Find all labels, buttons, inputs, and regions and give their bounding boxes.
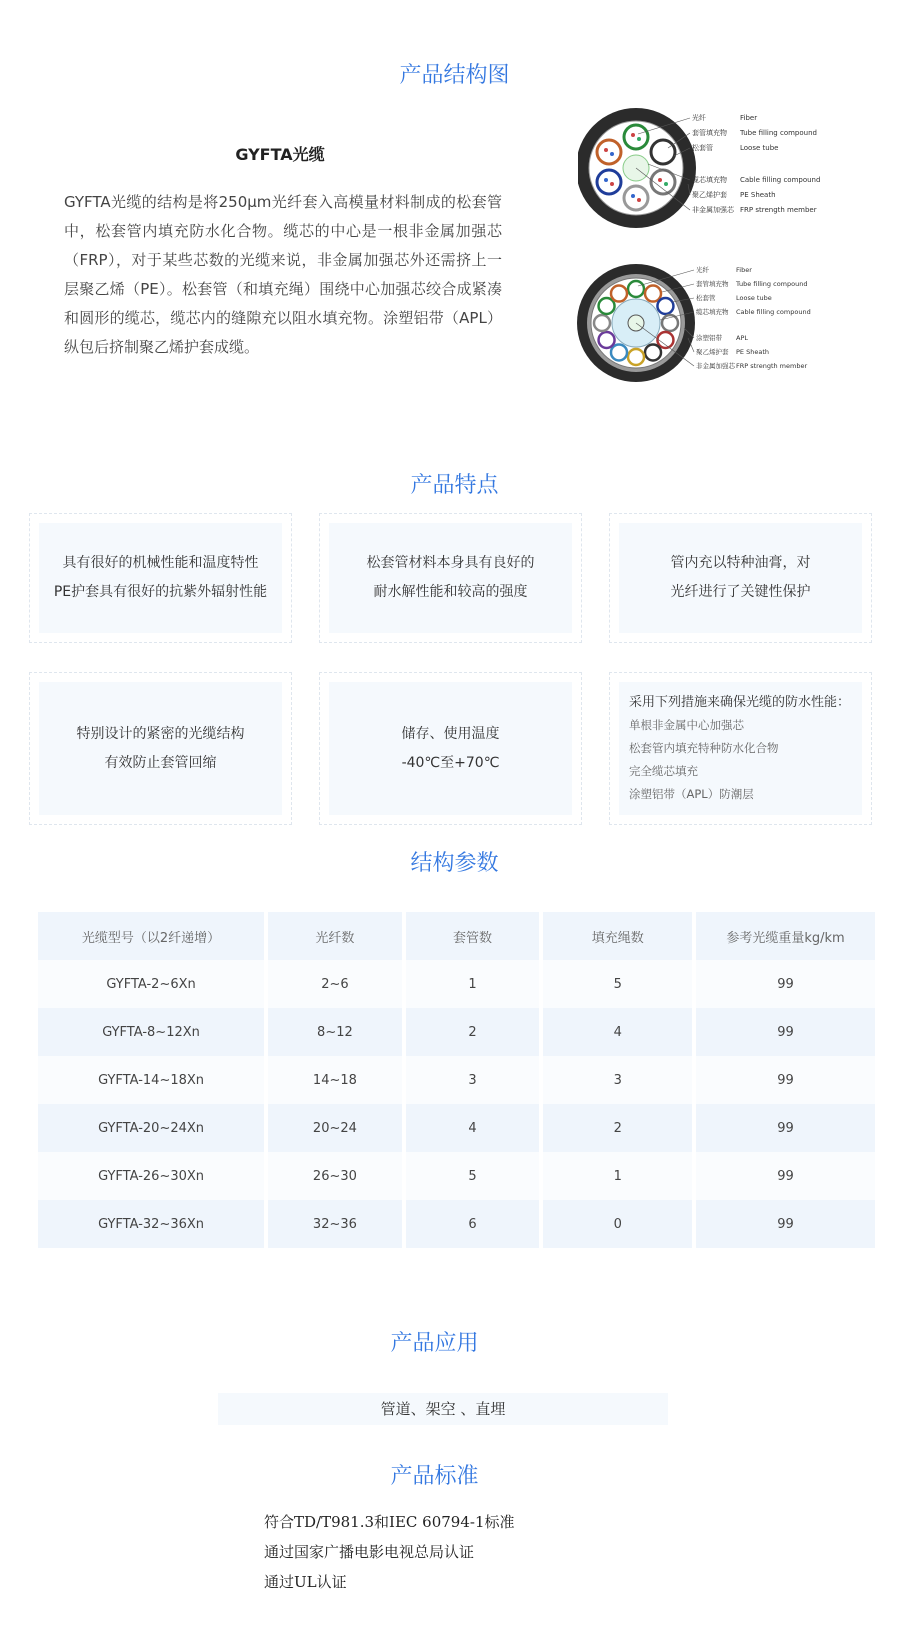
standard-item: 符合TD/T981.3和IEC 60794-1标准 [264, 1513, 515, 1531]
table-cell: 99 [696, 1008, 875, 1056]
loose-tube [611, 344, 627, 360]
table-cell: GYFTA-2~6Xn [38, 960, 264, 1008]
table-cell: GYFTA-26~30Xn [38, 1152, 264, 1200]
diagram-label-en: Tube filling compound [736, 280, 808, 288]
params-table [34, 912, 879, 1248]
waterproof-item: 单根非金属中心加强芯 [629, 718, 744, 732]
feature-card-waterproof [609, 672, 872, 825]
standards-title: 产品标准 [390, 1464, 479, 1489]
standards-list [264, 1507, 514, 1597]
diagram-label-cn: 涂塑铝带 [696, 334, 722, 342]
table-cell: 2 [543, 1104, 692, 1152]
table-cell: 99 [696, 960, 875, 1008]
diagram-label-en: Cable filling compound [736, 308, 811, 316]
waterproof-item: 涂塑铝带（APL）防潮层 [629, 787, 754, 801]
table-row [38, 1152, 875, 1200]
diagram-label-en: FRP strength member [740, 206, 817, 214]
table-cell: 3 [543, 1056, 692, 1104]
table-cell: 20~24 [268, 1104, 402, 1152]
diagram-label-en: PE Sheath [740, 191, 776, 199]
table-cell: 99 [696, 1104, 875, 1152]
table-header-row [38, 912, 875, 960]
feature-line: 有效防止套管回缩 [104, 754, 217, 771]
feature-line: -40℃至+70℃ [401, 754, 500, 771]
diagram-label-en: Loose tube [736, 294, 772, 302]
cable-name: GYFTA光缆 [235, 145, 325, 164]
diagram-label-en: Loose tube [740, 144, 779, 152]
loose-tube [599, 332, 615, 348]
table-cell: 99 [696, 1056, 875, 1104]
feature-card-4 [29, 672, 292, 825]
diagram-label-cn: 套管填充物 [696, 280, 729, 288]
cable-cross-section-diagram-1 [578, 104, 848, 232]
standard-item: 通过国家广播电影电视总局认证 [264, 1543, 475, 1561]
diagram-label-cn: 光纤 [696, 266, 709, 274]
table-cell: 8~12 [268, 1008, 402, 1056]
feature-line: 管内充以特种油膏，对 [670, 555, 811, 571]
table-cell: 4 [543, 1008, 692, 1056]
feature-card-1 [29, 513, 292, 643]
diagram-label-cn: 松套管 [692, 144, 713, 152]
diagram-label-cn: 聚乙烯护套 [696, 348, 729, 356]
diagram-label-cn: 缆芯填充物 [692, 176, 727, 184]
table-cell: 99 [696, 1152, 875, 1200]
feature-card-5 [319, 672, 582, 825]
waterproof-item: 完全缆芯填充 [629, 764, 698, 778]
loose-tube [657, 332, 673, 348]
diagram-label-cn: 光纤 [692, 114, 706, 122]
table-cell: 0 [543, 1200, 692, 1248]
diagram-label-en: APL [736, 334, 748, 342]
table-header: 参考光缆重量kg/km [696, 912, 875, 960]
table-row [38, 1056, 875, 1104]
structure-description: GYFTA光缆的结构是将250μm光纤套入高模量材料制成的松套管中，松套管内填充防水化合物。缆芯的中心是一根非金属加强芯（FRP），对于某些芯数的光缆来说，非金属加强芯外还需挤上一层聚乙烯（PE）。松套管（和填充绳）围绕中心加强芯绞合成紧凑和圆形的缆芯，缆芯内的缝隙充以阻水填充物。涂塑铝带（APL）纵包后挤制聚乙烯护套成缆。 [64, 193, 502, 356]
table-header: 光纤数 [268, 912, 402, 960]
table-header: 套管数 [406, 912, 540, 960]
table-row [38, 1008, 875, 1056]
feature-line: 储存、使用温度 [401, 725, 500, 742]
table-cell: GYFTA-8~12Xn [38, 1008, 264, 1056]
loose-tube [611, 286, 627, 302]
feature-line: 具有很好的机械性能和温度特性 [62, 555, 259, 571]
feature-card-2 [319, 513, 582, 643]
diagram-label-en: Tube filling compound [740, 129, 817, 137]
diagram-label-cn: 松套管 [696, 294, 716, 302]
table-cell: GYFTA-32~36Xn [38, 1200, 264, 1248]
table-cell: 1 [543, 1152, 692, 1200]
table-cell: 4 [406, 1104, 540, 1152]
feature-line: 特别设计的紧密的光缆结构 [76, 725, 245, 742]
application-text: 管道、架空 、直埋 [218, 1393, 668, 1425]
application-title: 产品应用 [390, 1331, 479, 1356]
diagram-label-cn: 聚乙烯护套 [692, 191, 727, 199]
table-cell: 14~18 [268, 1056, 402, 1104]
table-cell: 26~30 [268, 1152, 402, 1200]
diagram-label-cn: 套管填充物 [692, 129, 727, 137]
loose-tube [628, 281, 644, 297]
diagram-label-cn: 非金属加强芯 [696, 362, 735, 370]
diagram-label-cn: 缆芯填充物 [696, 308, 729, 316]
structure-title: 产品结构图 [399, 63, 510, 88]
params-title: 结构参数 [410, 851, 499, 876]
feature-line: 松套管材料本身具有良好的 [366, 555, 535, 571]
table-cell: 32~36 [268, 1200, 402, 1248]
table-cell: 6 [406, 1200, 540, 1248]
cable-cross-section-diagram-2 [576, 262, 852, 384]
diagram-label-en: Fiber [740, 114, 758, 122]
table-cell: 3 [406, 1056, 540, 1104]
loose-tube [657, 298, 673, 314]
diagram-label-en: PE Sheath [736, 348, 769, 356]
table-cell: GYFTA-14~18Xn [38, 1056, 264, 1104]
diagram-label-cn: 非金属加强芯 [692, 206, 734, 214]
features-title: 产品特点 [410, 473, 499, 498]
table-header: 填充绳数 [543, 912, 692, 960]
diagram-label-en: Fiber [736, 266, 752, 274]
feature-line: 光纤进行了关键性保护 [670, 584, 811, 600]
table-header: 光缆型号（以2纤递增） [38, 912, 264, 960]
standard-item: 通过UL认证 [264, 1573, 347, 1591]
table-cell: 5 [543, 960, 692, 1008]
table-row [38, 960, 875, 1008]
loose-tube [594, 315, 610, 331]
table-cell: 2 [406, 1008, 540, 1056]
table-cell: 5 [406, 1152, 540, 1200]
table-cell: GYFTA-20~24Xn [38, 1104, 264, 1152]
table-cell: 2~6 [268, 960, 402, 1008]
waterproof-heading: 采用下列措施来确保光缆的防水性能： [629, 695, 851, 710]
loose-tube [645, 286, 661, 302]
diagram-label-en: FRP strength member [736, 362, 808, 370]
loose-tube [628, 349, 644, 365]
feature-line: PE护套具有很好的抗紫外辐射性能 [53, 584, 268, 600]
loose-tube [599, 298, 615, 314]
table-row [38, 1104, 875, 1152]
feature-line: 耐水解性能和较高的强度 [373, 584, 528, 600]
waterproof-item: 松套管内填充特种防水化合物 [629, 741, 779, 755]
table-cell: 1 [406, 960, 540, 1008]
table-row [38, 1200, 875, 1248]
loose-tube [645, 344, 661, 360]
feature-card-3 [609, 513, 872, 643]
table-cell: 99 [696, 1200, 875, 1248]
diagram-label-en: Cable filling compound [740, 176, 821, 184]
